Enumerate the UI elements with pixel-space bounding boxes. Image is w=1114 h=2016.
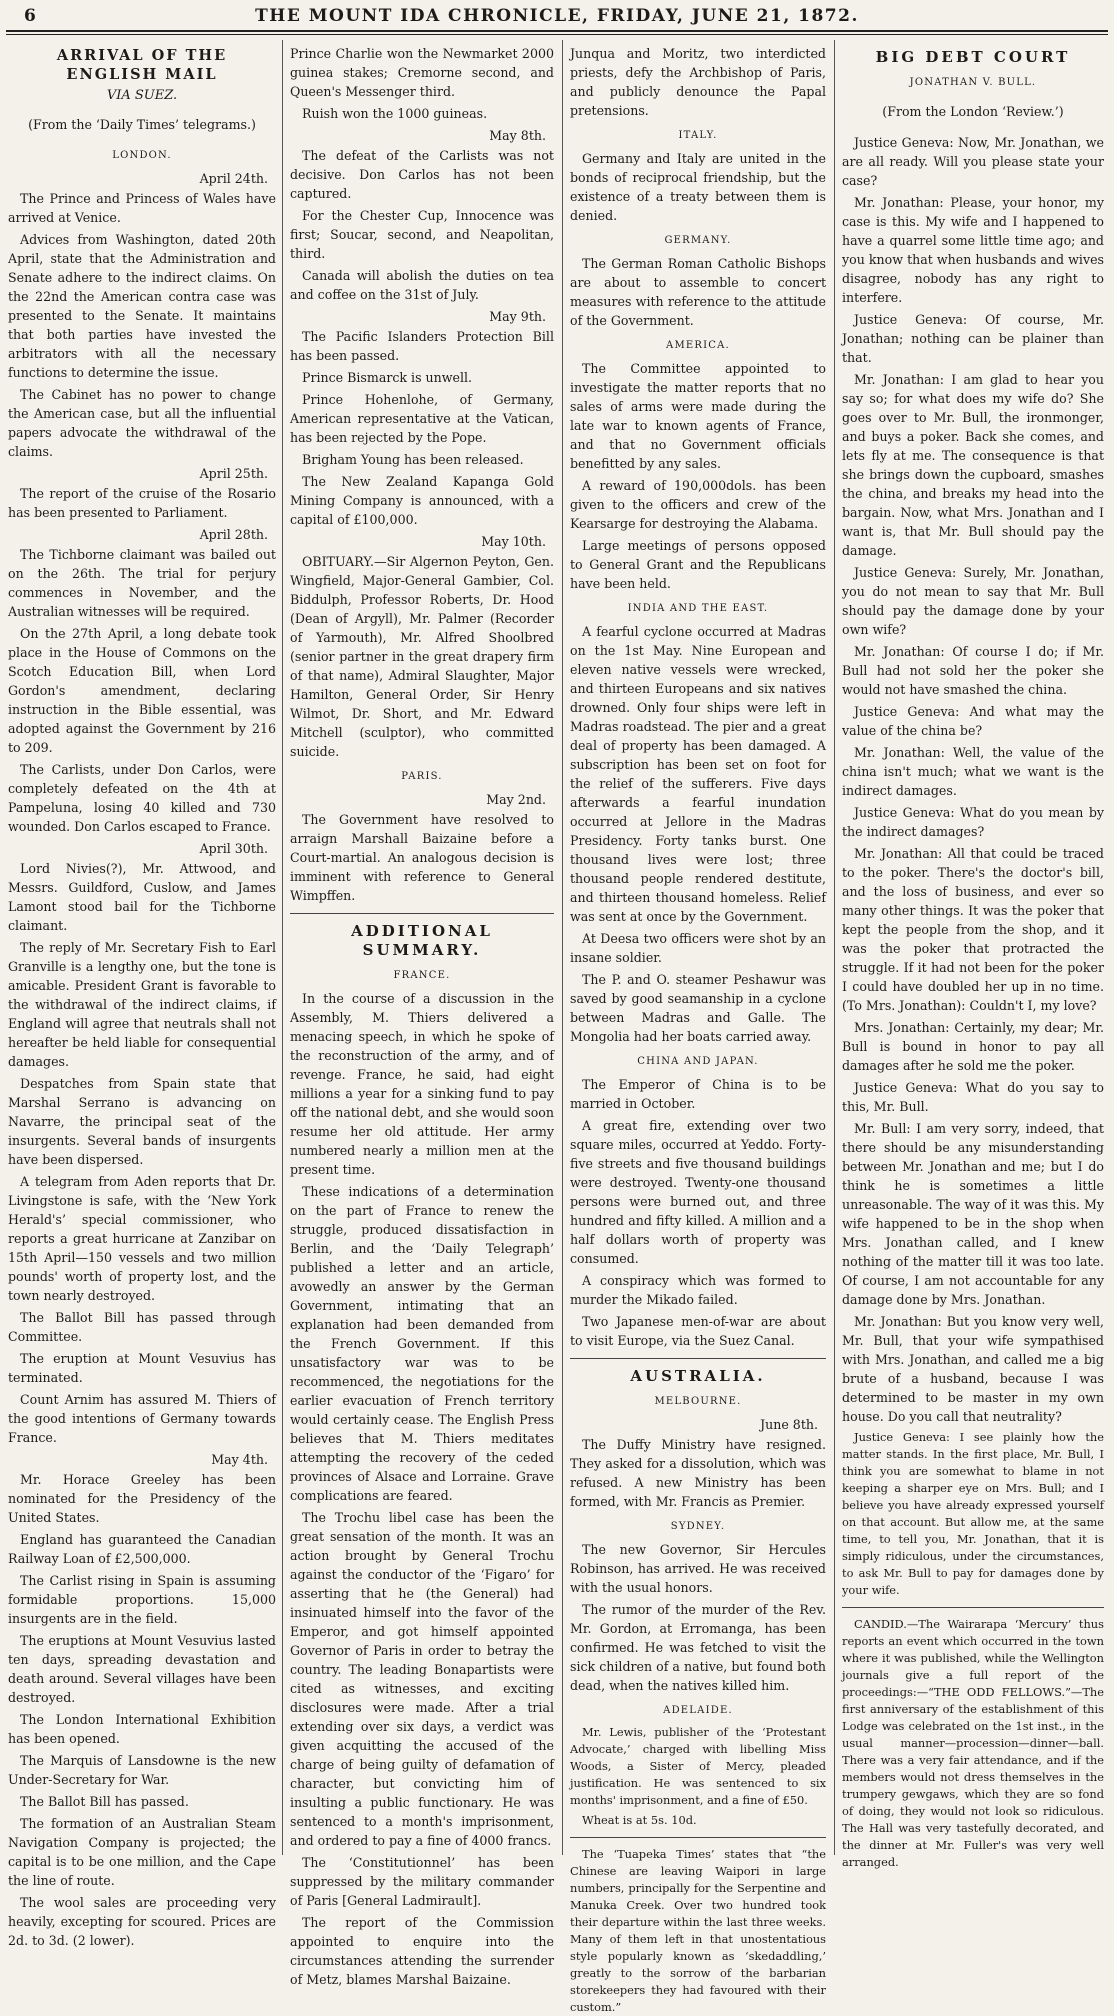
column-divider xyxy=(562,40,563,1855)
news-item: Wheat is at 5s. 10d. xyxy=(582,1813,697,1827)
news-item: Brigham Young has been released. xyxy=(302,452,524,467)
place-heading: INDIA AND THE EAST. xyxy=(627,603,769,614)
page-number: 6 xyxy=(24,6,36,26)
news-item: The rumor of the murder of the Rev. Mr. Gordon, at Erromanga, has been confirmed. He was fetched to visit the sick children of a native, but found both dead, when the natives killed him. xyxy=(570,1602,826,1693)
news-item: The London International Exhibition has been opened. xyxy=(8,1712,276,1746)
dialogue-line: Justice Geneva: I see plainly how the matter stands. In the first place, Mr. Bull, I think you are somewhat to blame in not keeping a sharper eye on Mrs. Bull; and I believe you have already expressed yourself on that account. But allow me, at the same time, to tell you, Mr. Jonathan, that it is simply ridiculous, under the circumstances, to ask Mr. Bull to pay for damages done by your wife. xyxy=(842,1430,1104,1597)
dialogue-line: Mr. Jonathan: Of course I do; if Mr. Bull had not sold her the poker she would not have smashed the china. xyxy=(842,644,1104,697)
section-heading: AUSTRALIA. xyxy=(630,1367,766,1385)
news-item: In the course of a discussion in the Assembly, M. Thiers delivered a menacing speech, in which he spoke of the reconstruction of the army, and of revenge. France, he said, had eight millions a year for a sinking fund to pay off the national debt, and she would soon resume her old attitude. Her army numbered nearly a million men at the present time. xyxy=(290,991,554,1177)
place-heading: LONDON. xyxy=(112,150,172,161)
news-item: The new Governor, Sir Hercules Robinson, has arrived. He was received with the usual honors. xyxy=(570,1542,826,1595)
news-item: The P. and O. steamer Peshawur was saved by good seamanship in a cyclone between Madras and Galle. The Mongolia had her boats carried away. xyxy=(570,972,826,1044)
dateline: May 9th. xyxy=(489,309,546,324)
news-item: Lord Nivies(?), Mr. Attwood, and Messrs. Guildford, Cuslow, and James Lamont stood bail for the Tichborne claimant. xyxy=(8,861,276,933)
news-item: The formation of an Australian Steam Navigation Company is projected; the capital is to be one million, and the Cape the line of route. xyxy=(8,1816,276,1888)
news-item: A fearful cyclone occurred at Madras on the 1st May. Nine European and eleven native vessels were wrecked, and thirteen Europeans and six natives drowned. Only four ships were left in Madras roadstead. The pier and a great deal of property has been damaged. A subscription has been set on foot for the relief of the sufferers. Five days afterwards a fearful inundation occurred at Jellore in the Madras Presidency. Forty tanks burst. One thousand lives were lost; three thousand people rendered destitute, and thirteen thousand homeless. Relief was sent at once by the Government. xyxy=(570,624,826,924)
news-item: Large meetings of persons opposed to General Grant and the Republicans have been held. xyxy=(570,538,826,591)
news-item: A reward of 190,000dols. has been given to the officers and crew of the Kearsarge for destroying the Alabama. xyxy=(570,478,826,531)
news-item: The Emperor of China is to be married in October. xyxy=(570,1077,826,1111)
dateline: April 28th. xyxy=(199,527,268,542)
news-item: The report of the cruise of the Rosario has been presented to Parliament. xyxy=(8,486,276,520)
dialogue-line: Mr. Jonathan: I am glad to hear you say so; for what does my wife do? She goes over to Mr. Bull, the ironmonger, and buys a poker. Back she comes, and lets fly at me. The consequence is that she brings down the cupboard, smashes the china, and breaks my head into the bargain. Now, what Mrs. Jonathan and I want is, that Mr. Bull should pay the damage. xyxy=(842,372,1104,558)
section-heading: ARRIVAL OF THE ENGLISH MAIL xyxy=(56,47,228,83)
dateline: May 4th. xyxy=(211,1452,268,1467)
news-item: A great fire, extending over two square miles, occurred at Yeddo. Forty-five streets and five thousand buildings were destroyed. Twenty-one thousand persons were burned out, and three hundred and fifty killed. A million and a half dollars worth of property was consumed. xyxy=(570,1118,826,1266)
column-divider xyxy=(282,40,283,1855)
news-item: Prince Hohenlohe, of Germany, American representative at the Vatican, has been rejected by the Pope. xyxy=(290,392,554,445)
paper-title: THE MOUNT IDA CHRONICLE, FRIDAY, JUNE 21, 1872. xyxy=(255,6,859,26)
news-item: Canada will abolish the duties on tea and coffee on the 31st of July. xyxy=(290,268,554,302)
news-item: Mr. Lewis, publisher of the ‘Protestant Advocate,’ charged with libelling Miss Woods, a Sister of Mercy, pleaded justification. He was sentenced to six months' imprisonment, and a fine of £50. xyxy=(570,1725,826,1807)
news-item: The ‘Tuapeka Times’ states that “the Chinese are leaving Waipori in large numbers, principally for the Serpentine and Manuka Creek. Over two hundred took their departure within the last three weeks. Many of them left in that unostentatious style popularly known as ‘skedaddling,’ greatly to the sorrow of the barbarian storekeepers they had favoured with their custom.” xyxy=(570,1847,826,2014)
dateline: June 8th. xyxy=(760,1417,818,1432)
news-item: A conspiracy which was formed to murder the Mikado failed. xyxy=(570,1273,826,1307)
dialogue-line: Justice Geneva: Now, Mr. Jonathan, we are all ready. Will you please state your case? xyxy=(842,135,1104,188)
news-item: A telegram from Aden reports that Dr. Livingstone is safe, with the ‘New York Herald's’ special commissioner, who reports a great hurricane at Zanzibar on 15th April—150 vessels and two million pounds' worth of property lost, and the town nearly destroyed. xyxy=(8,1174,276,1303)
news-item: The Marquis of Lansdowne is the new Under-Secretary for War. xyxy=(8,1753,276,1787)
dateline: May 8th. xyxy=(489,128,546,143)
column-4 xyxy=(842,44,1104,1869)
masthead-rule xyxy=(6,30,1108,35)
news-item: Advices from Washington, dated 20th April, state that the Administration and Senate adhere to the indirect claims. On the 22nd the American contra case was presented to the Senate. It maintains that both parties have invested the arbitrators with all the necessary functions to determine the issue. xyxy=(8,232,276,380)
news-item: Germany and Italy are united in the bonds of reciprocal friendship, but the existence of a treaty between them is denied. xyxy=(570,151,826,223)
place-heading: AMERICA. xyxy=(666,340,730,351)
news-item: The Carlist rising in Spain is assuming formidable proportions. 15,000 insurgents are in the field. xyxy=(8,1573,276,1626)
news-item: For the Chester Cup, Innocence was first; Soucar, second, and Neapolitan, third. xyxy=(290,208,554,261)
case-title: JONATHAN V. BULL. xyxy=(909,77,1037,88)
news-item: The New Zealand Kapanga Gold Mining Company is announced, with a capital of £100,000. xyxy=(290,474,554,527)
dateline: April 30th. xyxy=(199,841,268,856)
masthead xyxy=(0,0,1114,34)
dialogue-line: Mr. Bull: I am very sorry, indeed, that there should be any misunderstanding between Mr. Jonathan and me; but I do think he is sometimes a little unreasonable. The way of it was this. My wife happened to be in the shop when Mrs. Jonathan called, and I knew nothing of the matter till it was too late. Of course, I am not accountable for any damage done by Mrs. Jonathan. xyxy=(842,1121,1104,1307)
column-2 xyxy=(290,44,554,1987)
news-item: The Carlists, under Don Carlos, were completely defeated on the 4th at Pampeluna, losing 40 killed and 730 wounded. Don Carlos escaped to France. xyxy=(8,762,276,834)
dialogue-line: Mr. Jonathan: Please, your honor, my case is this. My wife and I happened to have a quarrel some little time ago; and you know that when husbands and wives disagree, nobody has any right to interfere. xyxy=(842,195,1104,305)
news-item: The report of the Commission appointed to enquire into the circumstances attending the surrender of Metz, blames Marshal Baizaine. xyxy=(290,1915,554,1987)
place-heading: ADELAIDE. xyxy=(663,1705,733,1716)
dialogue-line: Mr. Jonathan: But you know very well, Mr. Bull, that your wife sympathised with Mrs. Jonathan, and called me a big brute of a husband, because I was determined to be master in my own house. Do you call that neutrality? xyxy=(842,1314,1104,1424)
news-item: The Cabinet has no power to change the American case, but all the influential papers advocate the withdrawal of the claims. xyxy=(8,387,276,459)
news-item: The wool sales are proceeding very heavily, excepting for scoured. Prices are 2d. to 3d. (2 lower). xyxy=(8,1895,276,1948)
news-item: Prince Charlie won the Newmarket 2000 guinea stakes; Cremorne second, and Queen's Messenger third. xyxy=(290,46,554,99)
news-item: The Trochu libel case has been the great sensation of the month. It was an action brought by General Trochu against the conductor of the ‘Figaro’ for asserting that he (the General) had insinuated himself into the favor of the Emperor, and got himself appointed Governor of Paris in order to betray the country. The leading Bonapartists were cited as witnesses, and exciting disclosures were made. After a trial extending over six days, a verdict was given acquitting the accused of the charge of being guilty of defamation of character, but convicting him of insulting a public functionary. He was sentenced to a month's imprisonment, and ordered to pay a fine of 4000 francs. xyxy=(290,1510,554,1848)
column-3 xyxy=(570,44,826,2014)
news-item: The Duffy Ministry have resigned. They asked for a dissolution, which was refused. A new Ministry has been formed, with Mr. Francis as Premier. xyxy=(570,1437,826,1509)
column-1 xyxy=(8,44,276,1948)
source-note: (From the London ‘Review.’) xyxy=(882,104,1064,119)
news-item: The Pacific Islanders Protection Bill has been passed. xyxy=(290,329,554,363)
dateline: May 10th. xyxy=(481,534,546,549)
dateline: April 24th. xyxy=(199,171,268,186)
place-heading: SYDNEY. xyxy=(670,1521,726,1532)
dialogue-line: Mr. Jonathan: All that could be traced to the poker. There's the doctor's bill, and the loss of business, and ever so many other things. It was the poker that kept the people from the shop, and it was the poker that protracted the struggle. If it had not been for the poker I could have doubled her up in no time. (To Mrs. Jonathan): Couldn't I, my love? xyxy=(842,846,1104,1013)
news-item: The defeat of the Carlists was not decisive. Don Carlos has not been captured. xyxy=(290,148,554,201)
news-item: CANDID.—The Wairarapa ‘Mercury’ thus reports an event which occurred in the town where it was published, while the Wellington journals give a full report of the proceedings:—“THE ODD FELLOWS.”—The first anniversary of the establishment of this Lodge was celebrated on the 1st inst., in the usual manner—procession—dinner—ball. There was a very fair attendance, and if the members would not dress themselves in the trumpery gewgaws, which they are so fond of doing, they would not look so ridiculous. The Hall was very tastefully decorated, and the dinner at Mr. Fuller's was very well arranged. xyxy=(842,1617,1104,1869)
place-heading: FRANCE. xyxy=(393,970,451,981)
news-item: The eruptions at Mount Vesuvius lasted ten days, spreading devastation and death around. Several villages have been destroyed. xyxy=(8,1633,276,1705)
news-item: Count Arnim has assured M. Thiers of the good intentions of Germany towards France. xyxy=(8,1392,276,1445)
news-item: The Ballot Bill has passed. xyxy=(20,1794,189,1809)
place-heading: GERMANY. xyxy=(664,235,732,246)
place-heading: PARIS. xyxy=(401,771,443,782)
news-item: Ruish won the 1000 guineas. xyxy=(302,106,488,121)
news-item: These indications of a determination on the part of France to renew the struggle, produced dissatisfaction in Berlin, and the ‘Daily Telegraph’ published a letter and an article, avowedly an answer by the German Government, intimating that an explanation had been demanded from the French Government. If this unsatisfactory war was to be recommenced, the negotiations for the earlier evacuation of French territory would certainly cease. The English Press believes that M. Thiers meditates attempting the recovery of the ceded provinces of Alsace and Lorraine. Grave complications are feared. xyxy=(290,1184,554,1503)
dialogue-line: Justice Geneva: And what may the value of the china be? xyxy=(842,704,1104,738)
news-item: The German Roman Catholic Bishops are about to assemble to concert measures with reference to the attitude of the Government. xyxy=(570,256,826,328)
dialogue-line: Mr. Jonathan: Well, the value of the china isn't much; what we want is the indirect damages. xyxy=(842,745,1104,798)
place-heading: MELBOURNE. xyxy=(654,1396,742,1407)
dateline: May 2nd. xyxy=(486,792,546,807)
news-item: England has guaranteed the Canadian Railway Loan of £2,500,000. xyxy=(8,1532,276,1566)
dateline: April 25th. xyxy=(199,466,268,481)
news-item: The Ballot Bill has passed through Committee. xyxy=(8,1310,276,1344)
news-item: Prince Bismarck is unwell. xyxy=(302,370,473,385)
section-subheading: VIA SUEZ. xyxy=(106,88,178,103)
news-item: The eruption at Mount Vesuvius has terminated. xyxy=(8,1351,276,1385)
dialogue-line: Justice Geneva: What do you mean by the indirect damages? xyxy=(842,805,1104,839)
news-item: Despatches from Spain state that Marshal Serrano is advancing on Navarre, the principal seat of the insurgents. Several bands of insurgents have been dispersed. xyxy=(8,1076,276,1167)
news-item: The reply of Mr. Secretary Fish to Earl Granville is a lengthy one, but the tone is amicable. President Grant is favorable to the withdrawal of the indirect claims, if England will agree that neutrals shall not hereafter be held liable for consequential damages. xyxy=(8,940,276,1069)
section-heading: ADDITIONAL SUMMARY. xyxy=(351,922,493,959)
place-heading: ITALY. xyxy=(678,130,718,141)
news-item: Junqua and Moritz, two interdicted priests, defy the Archbishop of Paris, and publicly denounce the Papal pretensions. xyxy=(570,46,826,118)
dialogue-line: Justice Geneva: Of course, Mr. Jonathan; nothing can be plainer than that. xyxy=(842,312,1104,365)
dialogue-line: Justice Geneva: What do you say to this, Mr. Bull. xyxy=(842,1080,1104,1114)
news-item: The Tichborne claimant was bailed out on the 26th. The trial for perjury commences in November, and the Australian witnesses will be required. xyxy=(8,547,276,619)
news-item: The Prince and Princess of Wales have arrived at Venice. xyxy=(8,191,276,225)
section-rule xyxy=(570,1837,826,1838)
news-item: The ‘Constitutionnel’ has been suppressed by the military commander of Paris [General Ladmirault]. xyxy=(290,1855,554,1908)
section-rule xyxy=(290,913,554,914)
news-item: Two Japanese men-of-war are about to visit Europe, via the Suez Canal. xyxy=(570,1314,826,1348)
section-rule xyxy=(842,1607,1104,1608)
dialogue-line: Mrs. Jonathan: Certainly, my dear; Mr. Bull is bound in honor to pay all damages after he sold me the poker. xyxy=(842,1020,1104,1073)
news-item: At Deesa two officers were shot by an insane soldier. xyxy=(570,931,826,965)
obituary: OBITUARY.—Sir Algernon Peyton, Gen. Wingfield, Major-General Gambier, Col. Biddulph, Professor Roberts, Dr. Hood (Dean of Argyll), Mr. Palmer (Recorder of Yarmouth), Mr. Alfred Shoolbred (senior partner in the great drapery firm of that name), Admiral Slaughter, Major Hamilton, General Order, Sir Henry Wilmot, Dr. Short, and Mr. Edward Mitchell (sculptor), who committed suicide. xyxy=(290,554,554,759)
source-note: (From the ‘Daily Times’ telegrams.) xyxy=(28,117,256,132)
news-item: Mr. Horace Greeley has been nominated for the Presidency of the United States. xyxy=(8,1472,276,1525)
section-rule xyxy=(570,1358,826,1359)
section-heading: BIG DEBT COURT xyxy=(875,48,1071,66)
column-divider xyxy=(834,40,835,1855)
news-item: The Government have resolved to arraign Marshall Baizaine before a Court-martial. An analogous decision is imminent with reference to General Wimpffen. xyxy=(290,812,554,903)
place-heading: CHINA AND JAPAN. xyxy=(637,1056,759,1067)
news-item: On the 27th April, a long debate took place in the House of Commons on the Scotch Education Bill, when Lord Gordon's amendment, declaring instruction in the Bible essential, was adopted against the Government by 216 to 209. xyxy=(8,626,276,755)
dialogue-line: Justice Geneva: Surely, Mr. Jonathan, you do not mean to say that Mr. Bull should pay the damage done by your own wife? xyxy=(842,565,1104,637)
news-item: The Committee appointed to investigate the matter reports that no sales of arms were made during the late war to known agents of France, and that no Government officials benefitted by any sales. xyxy=(570,361,826,471)
